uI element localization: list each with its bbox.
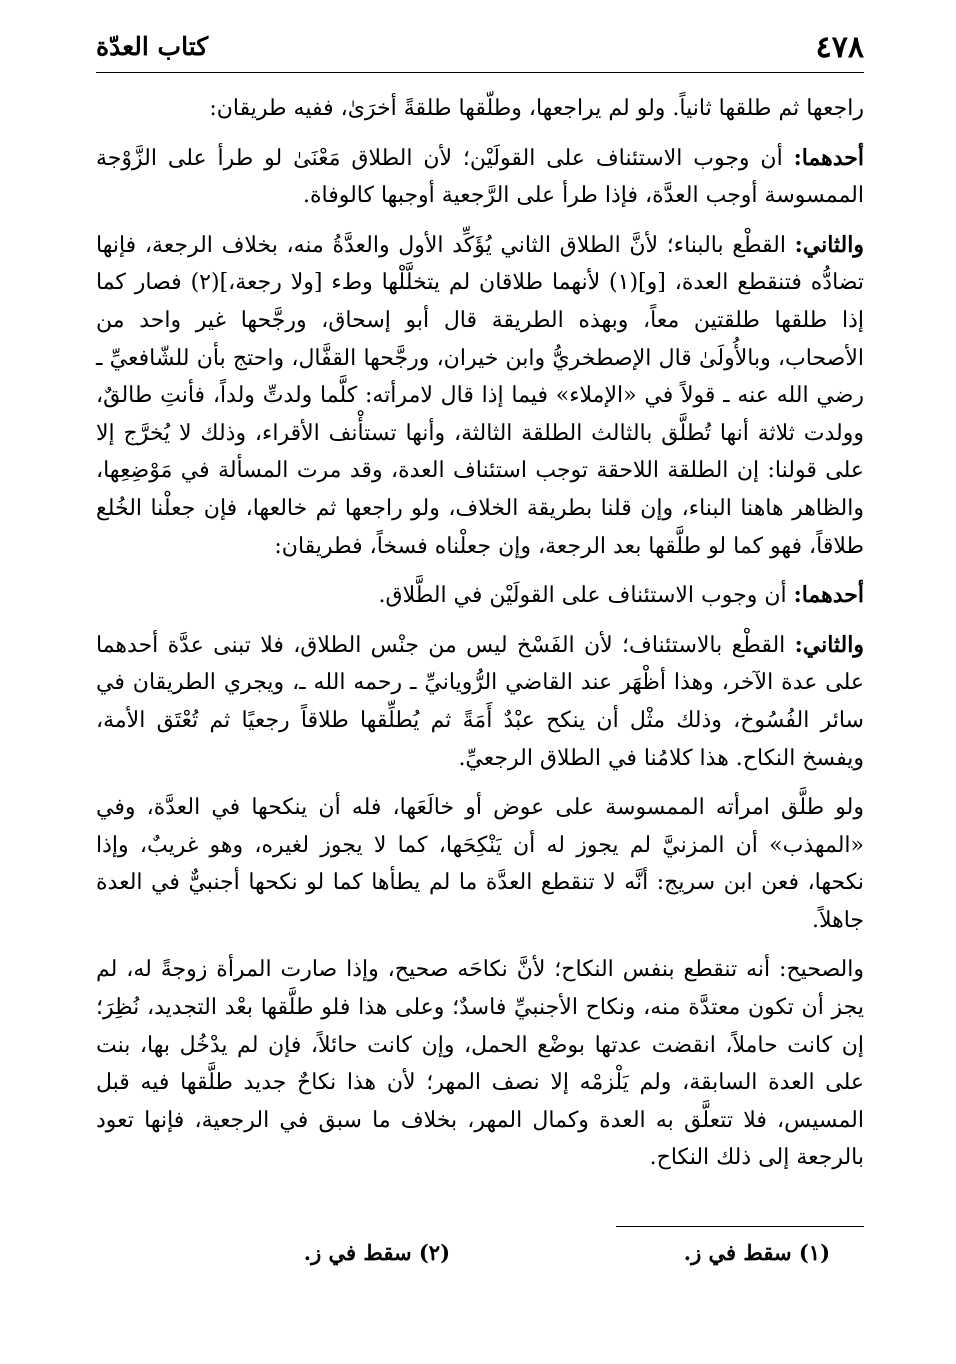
paragraph-text: والصحيح: أنه تنقطع بنفس النكاح؛ لأنَّ نكاحَه صحيح، وإذا صارت المرأة زوجةً له، لم يجز أن تكون معتدَّة منه، ونكاح الأجنبيِّ فاسدٌ؛ وعلى هذا فلو طلَّقها بعْد التجديد، نُظِرَ؛ إن كانت حاملاً، انقضت عدتها بوضْع الحمل، وإن كانت حائلاً، فإن لم يدْخُل بها، بنت على العدة السابقة، ولم يَلْزمْه إلا نصف المهر؛ لأن هذا نكاحٌ جديد طلَّقها فيه قبل المسيس، فلا تتعلَّق به العدة وكمال المهر، بخلاف ما سبق في الرجعية، فإنها تعود بالرجعة إلى ذلك النكاح. xyxy=(96,957,864,1171)
page-number: ٤٧٨ xyxy=(815,30,864,65)
footnote-1: (١) سقط في ز. xyxy=(683,1240,830,1265)
paragraph xyxy=(96,951,864,1177)
paragraph xyxy=(96,789,864,939)
paragraph-text: القطْع بالبناء؛ لأنَّ الطلاق الثاني يُؤَكِّد الأول والعدَّةُ منه، بخلاف الرجعة، فإنها تضادُّه فتنقطع العدة، [و](١) لأنهما طلاقان لم يتخلَّلْها وطء [ولا رجعة،](٢) فصار كما إذا طلقها طلقتين معاً، وبهذه الطريقة قال أبو إسحاق، ورجَّحها غير واحد من الأصحاب، وبالأُولَىٰ قال الإصطخريُّ وابن خيران، ورجَّحها القفَّال، واحتج بأن للشّافعيِّ ـ رضي الله عنه ـ قولاً في «الإملاء» فيما إذا قال لامرأته: كلَّما ولدتِّ ولداً، فأنتِ طالقٌ، وولدت ثلاثة أنها تُطلَّق بالثالث الطلقة الثالثة، وأنها تستأْنف الأقراء، وذلك لا يُخرَّج إلا على قولنا: إن الطلقة اللاحقة توجب استئناف العدة، وقد مرت المسألة في مَوْضِعِها، والظاهر هاهنا البناء، وإن قلنا بطريقة الخلاف، ولو راجعها ثم خالعها، فإن جعلْنا الخُلع طلاقاً، فهو كما لو طلَّقها بعد الرجعة، وإن جعلْناه فسخاً، فطريقان: xyxy=(96,232,864,559)
paragraph-text: ولو طلَّق امرأته الممسوسة على عوض أو خالَعَها، فله أن ينكحها في العدَّة، وفي «المهذب» أن المزنيَّ لم يجوز له أن يَنْكِحَها، كما لا يجوز لغيره، وهو غريبٌ، وإذا نكحها، فعن ابن سريج: أنَّه لا تنقطع العدَّة ما لم يطأها كما لو نكحها أجنبيٌّ في العدة جاهلاً. xyxy=(96,795,864,933)
paragraph xyxy=(96,227,864,565)
running-header xyxy=(96,28,864,73)
footnote-divider xyxy=(616,1226,864,1227)
paragraph-text: راجعها ثم طلقها ثانياً. ولو لم يراجعها، وطلّقها طلقةً أخرَىٰ، ففيه طريقان: xyxy=(209,96,864,121)
paragraph-text: أن وجوب الاستئناف على القولَيْن في الطَّلاق. xyxy=(378,583,794,609)
paragraph-lead: والثاني: xyxy=(794,631,864,658)
paragraph-text: أن وجوب الاستئناف على القولَيْن؛ لأن الطلاق مَعْنَىٰ لو طرأ على الزَّوْجة الممسوسة أوجب العدَّة، فإذا طرأ على الرَّجعية أوجبها كالوفاة. xyxy=(96,145,864,209)
footnotes xyxy=(300,1240,830,1270)
paragraph xyxy=(96,627,864,777)
footnote-2: (٢) سقط في ز. xyxy=(303,1240,450,1265)
paragraph xyxy=(96,140,864,215)
paragraph-text: القطْع بالاستئناف؛ لأن الفَسْخ ليس من جنْس الطلاق، فلا تبنى عدَّة أحدهما على عدة الآخر، وهذا أظْهَر عند القاضي الرُّويانيِّ ـ رحمه الله ـ، ويجري الطريقان في سائر الفُسُوخ، وذلك مثْل أن ينكح عبْدٌ أَمَةً ثم يُطلِّقها طلاقاً رجعيًا ثم تُعْتَق الأمة، ويفسخ النكاح. هذا كلامُنا في الطلاق الرجعيِّ. xyxy=(96,632,864,771)
paragraph xyxy=(96,577,864,615)
paragraph-lead: أحدهما: xyxy=(793,144,864,171)
paragraph-lead: أحدهما: xyxy=(793,582,864,609)
main-text xyxy=(96,90,864,1189)
paragraph xyxy=(96,90,864,128)
paragraph-lead: والثاني: xyxy=(794,231,864,258)
book-title: كتاب العدّة xyxy=(96,32,209,61)
